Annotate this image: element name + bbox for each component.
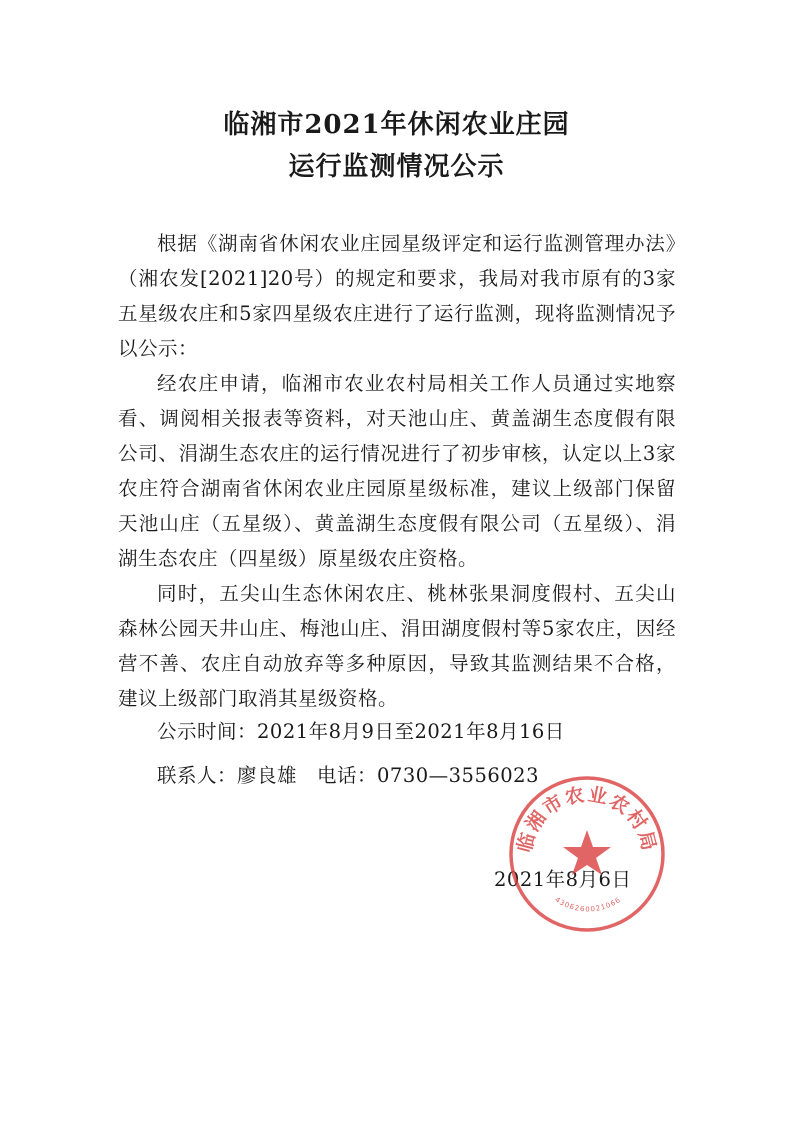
contact-info: 联系人：廖良雄 电话：0730—3556023 (157, 764, 539, 787)
svg-text:4306260021066 (553, 896, 622, 914)
paragraph-disqualified: 同时，五尖山生态休闲农庄、桃林张果洞度假村、五尖山森林公园天井山庄、梅池山庄、涓田湖度假村等5家农庄，因经营不善、农庄自动放弃等多种原因，导致其监测结果不合格，建议上级部门取消其星级资格。 (118, 582, 676, 710)
paragraph-intro: 根据《湖南省休闲农业庄园星级评定和运行监测管理办法》（湘农发[2021]20号）的规定和要求，我局对我市原有的3家五星级农庄和5家四星级农庄进行了运行监测，现将监测情况予以公示： (118, 232, 676, 360)
document-title-line2: 运行监测情况公示 (288, 152, 505, 182)
document-title-line1: 临湘市2021年休闲农业庄园 (223, 110, 570, 140)
seal-text: 临湘市农业农村局 (513, 783, 661, 855)
official-seal-icon (505, 772, 669, 936)
publicity-time: 公示时间：2021年8月9日至2021年8月16日 (157, 720, 565, 743)
seal-code: 4306260021066 (553, 895, 623, 914)
document-body (118, 226, 676, 716)
paragraph-qualified: 经农庄申请，临湘市农业农村局相关工作人员通过实地察看、调阅相关报表等资料，对天池山庄、黄盖湖生态度假有限公司、涓湖生态农庄的运行情况进行了初步审核，认定以上3家农庄符合湖南省休闲农业庄园原星级标准，建议上级部门保留天池山庄（五星级）、黄盖湖生态度假有限公司（五星级）、涓湖生态农庄（四星级）原星级农庄资格。 (118, 372, 676, 570)
issue-date: 2021年8月6日 (494, 868, 632, 891)
